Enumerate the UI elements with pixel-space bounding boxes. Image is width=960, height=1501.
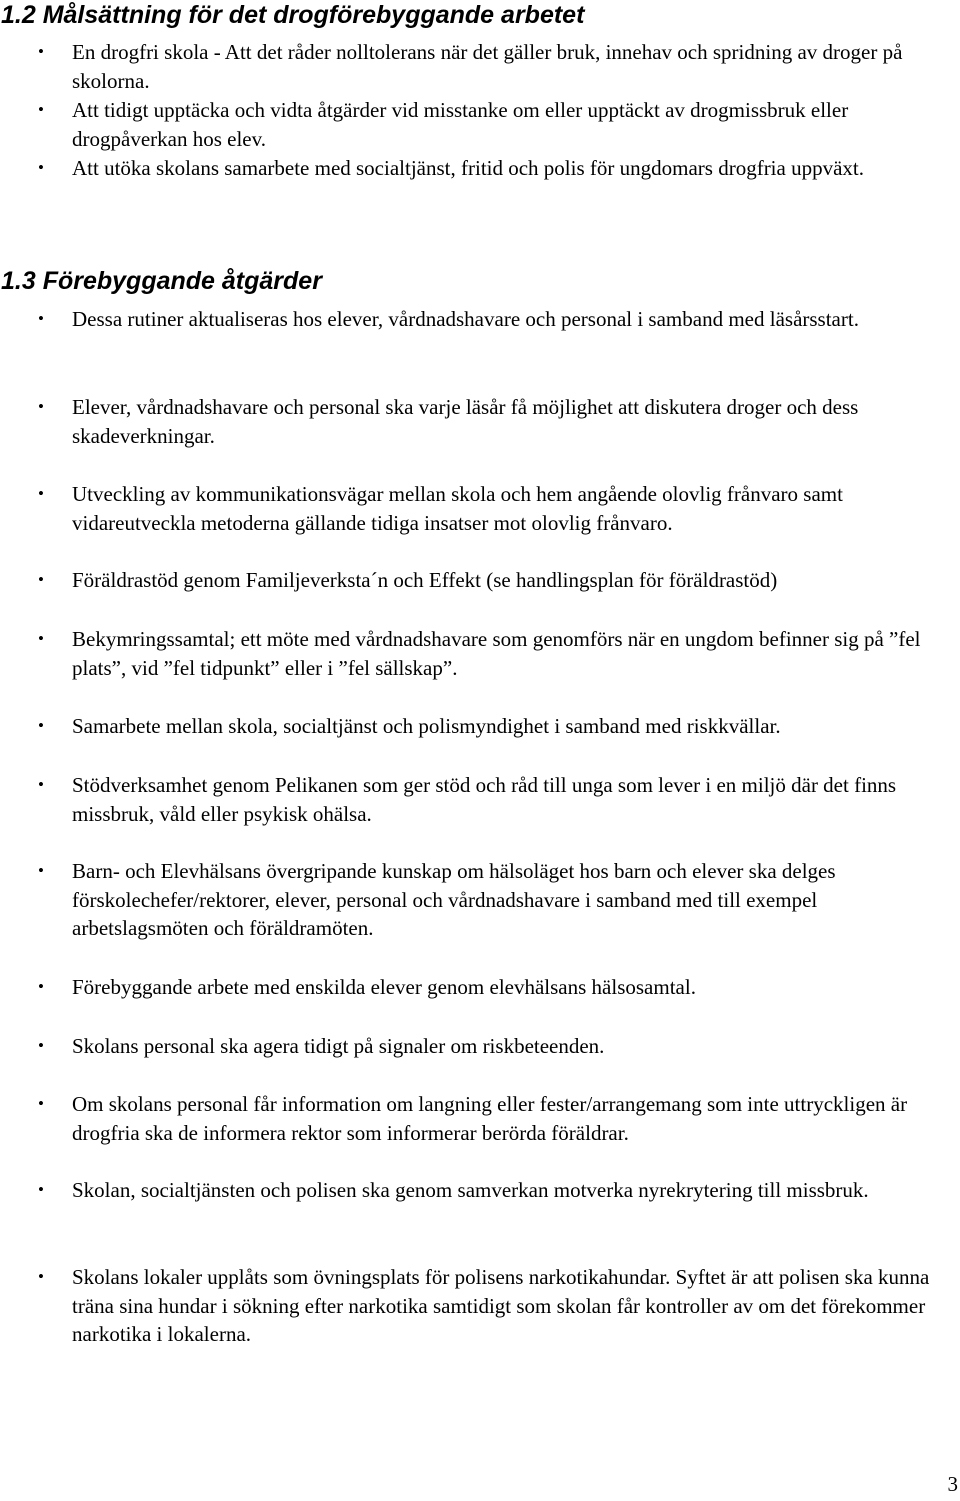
list-item-text: Utveckling av kommunikationsvägar mellan skola och hem angående olovlig frånvaro samt vidareutveckla metoderna gällande tidiga insatser mot olovlig frånvaro. [72, 482, 843, 535]
bullet-icon: • [38, 716, 44, 735]
bullet-icon: • [38, 977, 44, 996]
list-item [38, 1090, 956, 1147]
bullet-icon: • [38, 570, 44, 589]
list-item [38, 393, 956, 450]
bullet-icon: • [38, 861, 44, 880]
list-item [38, 1263, 956, 1349]
list-item-text: Barn- och Elevhälsans övergripande kunskap om hälsoläget hos barn och elever ska delges förskolechefer/rektorer, elever, personal och vårdnadshavare i samband med till exempel arbetslagsmöten och föräldramöten. [72, 859, 836, 940]
list-item-text: Dessa rutiner aktualiseras hos elever, vårdnadshavare och personal i samband med läsårsstart. [72, 307, 859, 331]
list-item-text: En drogfri skola - Att det råder nolltolerans när det gäller bruk, innehav och spridning av droger på skolorna. [72, 40, 903, 93]
section-heading-malsattning: 1.2 Målsättning för det drogförebyggande arbetet [1, 1, 585, 29]
list-item [38, 973, 956, 1002]
list-item-text: Skolans personal ska agera tidigt på signaler om riskbeteenden. [72, 1034, 605, 1058]
bullet-icon: • [38, 1094, 44, 1113]
bullet-icon: • [38, 775, 44, 794]
list-item [38, 625, 956, 682]
list-item [38, 566, 956, 595]
list-item [38, 857, 956, 943]
list-item-text: Bekymringssamtal; ett möte med vårdnadshavare som genomförs när en ungdom befinner sig på ”fel plats”, vid ”fel tidpunkt” eller i ”fel sällskap”. [72, 627, 921, 680]
list-item-text: Elever, vårdnadshavare och personal ska varje läsår få möjlighet att diskutera droger och dess skadeverkningar. [72, 395, 859, 448]
list-item [38, 480, 956, 537]
bullet-icon: • [38, 100, 44, 119]
bullet-icon: • [38, 42, 44, 61]
bullet-icon: • [38, 1036, 44, 1055]
bullet-icon: • [38, 309, 44, 328]
list-item [38, 1032, 956, 1061]
list-item [38, 38, 956, 95]
list-item-text: Att utöka skolans samarbete med socialtjänst, fritid och polis för ungdomars drogfria uppväxt. [72, 156, 864, 180]
list-item-text: Förebyggande arbete med enskilda elever genom elevhälsans hälsosamtal. [72, 975, 696, 999]
bullet-icon: • [38, 158, 44, 177]
bullet-icon: • [38, 629, 44, 648]
list-item-text: Stödverksamhet genom Pelikanen som ger stöd och råd till unga som lever i en miljö där det finns missbruk, våld eller psykisk ohälsa. [72, 773, 897, 826]
section-heading-forebyggande: 1.3 Förebyggande åtgärder [1, 267, 322, 295]
list-item-text: Skolan, socialtjänsten och polisen ska genom samverkan motverka nyrekrytering till missbruk. [72, 1178, 869, 1202]
list-item-text: Att tidigt upptäcka och vidta åtgärder vid misstanke om eller upptäckt av drogmissbruk eller drogpåverkan hos elev. [72, 98, 849, 151]
list-item-text: Skolans lokaler upplåts som övningsplats för polisens narkotikahundar. Syftet är att polisen ska kunna träna sina hundar i sökning efter narkotika samtidigt som skolan får kontroller av om det förekommer narkotika i lokalerna. [72, 1265, 930, 1346]
list-item [38, 1176, 956, 1205]
bullet-icon: • [38, 1180, 44, 1199]
list-item-text: Om skolans personal får information om langning eller fester/arrangemang som inte uttryckligen är drogfria ska de informera rektor som informerar berörda föräldrar. [72, 1092, 908, 1145]
bullet-icon: • [38, 397, 44, 416]
bullet-icon: • [38, 484, 44, 503]
bullet-icon: • [38, 1267, 44, 1286]
list-item-text: Föräldrastöd genom Familjeverksta´n och Effekt (se handlingsplan för föräldrastöd) [72, 568, 778, 592]
list-item [38, 771, 956, 828]
list-item [38, 305, 956, 334]
page-number: 3 [947, 1472, 958, 1496]
list-item-text: Samarbete mellan skola, socialtjänst och polismyndighet i samband med riskkvällar. [72, 714, 781, 738]
list-item [38, 96, 956, 153]
list-item [38, 154, 956, 183]
list-item [38, 712, 956, 741]
